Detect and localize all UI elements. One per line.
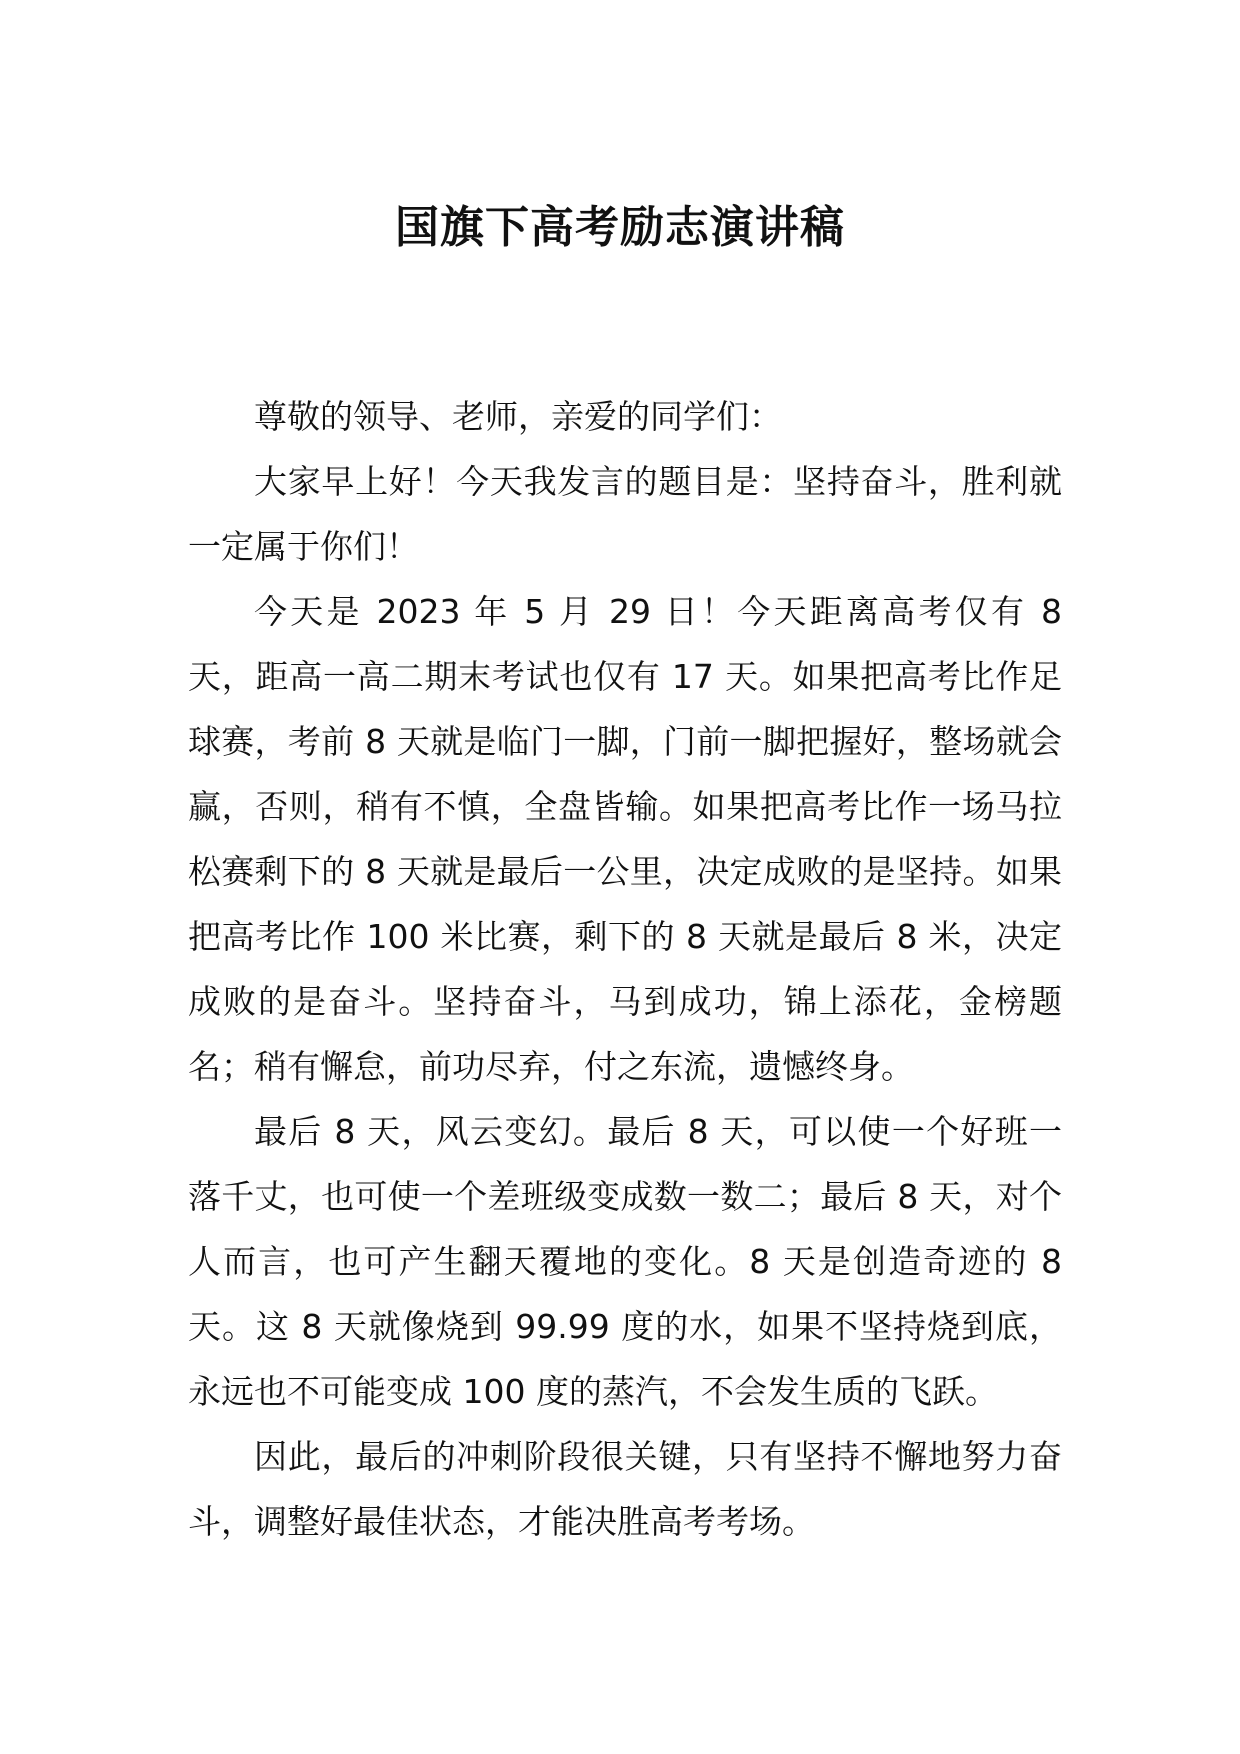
paragraph-greeting: 大家早上好！今天我发言的题目是：坚持奋斗，胜利就一定属于你们！ (188, 462, 1062, 566)
document-body (188, 384, 1062, 1554)
paragraph-salutation: 尊敬的领导、老师，亲爱的同学们： (254, 397, 782, 436)
paragraph-conclusion: 因此，最后的冲刺阶段很关键，只有坚持不懈地努力奋斗，调整好最佳状态，才能决胜高考考场。 (188, 1437, 1062, 1541)
paragraph-last-eight-days: 最后 8 天，风云变幻。最后 8 天，可以使一个好班一落千丈，也可使一个差班级变成数一数二；最后 8 天，对个人而言，也可产生翻天覆地的变化。8 天是创造奇迹的 8 天。这 8 天就像烧到 99.99 度的水，如果不坚持烧到底，永远也不可能变成 100 度的蒸汽，不会发生质的飞跃。 (188, 1112, 1062, 1411)
document-title: 国旗下高考励志演讲稿 (395, 202, 845, 253)
paragraph-countdown: 今天是 2023 年 5 月 29 日！今天距离高考仅有 8 天，距高一高二期末考试也仅有 17 天。如果把高考比作足球赛，考前 8 天就是临门一脚，门前一脚把握好，整场就会赢，否则，稍有不慎，全盘皆输。如果把高考比作一场马拉松赛剩下的 8 天就是最后一公里，决定成败的是坚持。如果把高考比作 100 米比赛，剩下的 8 天就是最后 8 米，决定成败的是奋斗。坚持奋斗，马到成功，锦上添花，金榜题名；稍有懈怠，前功尽弃，付之东流，遗憾终身。 (188, 592, 1062, 1086)
